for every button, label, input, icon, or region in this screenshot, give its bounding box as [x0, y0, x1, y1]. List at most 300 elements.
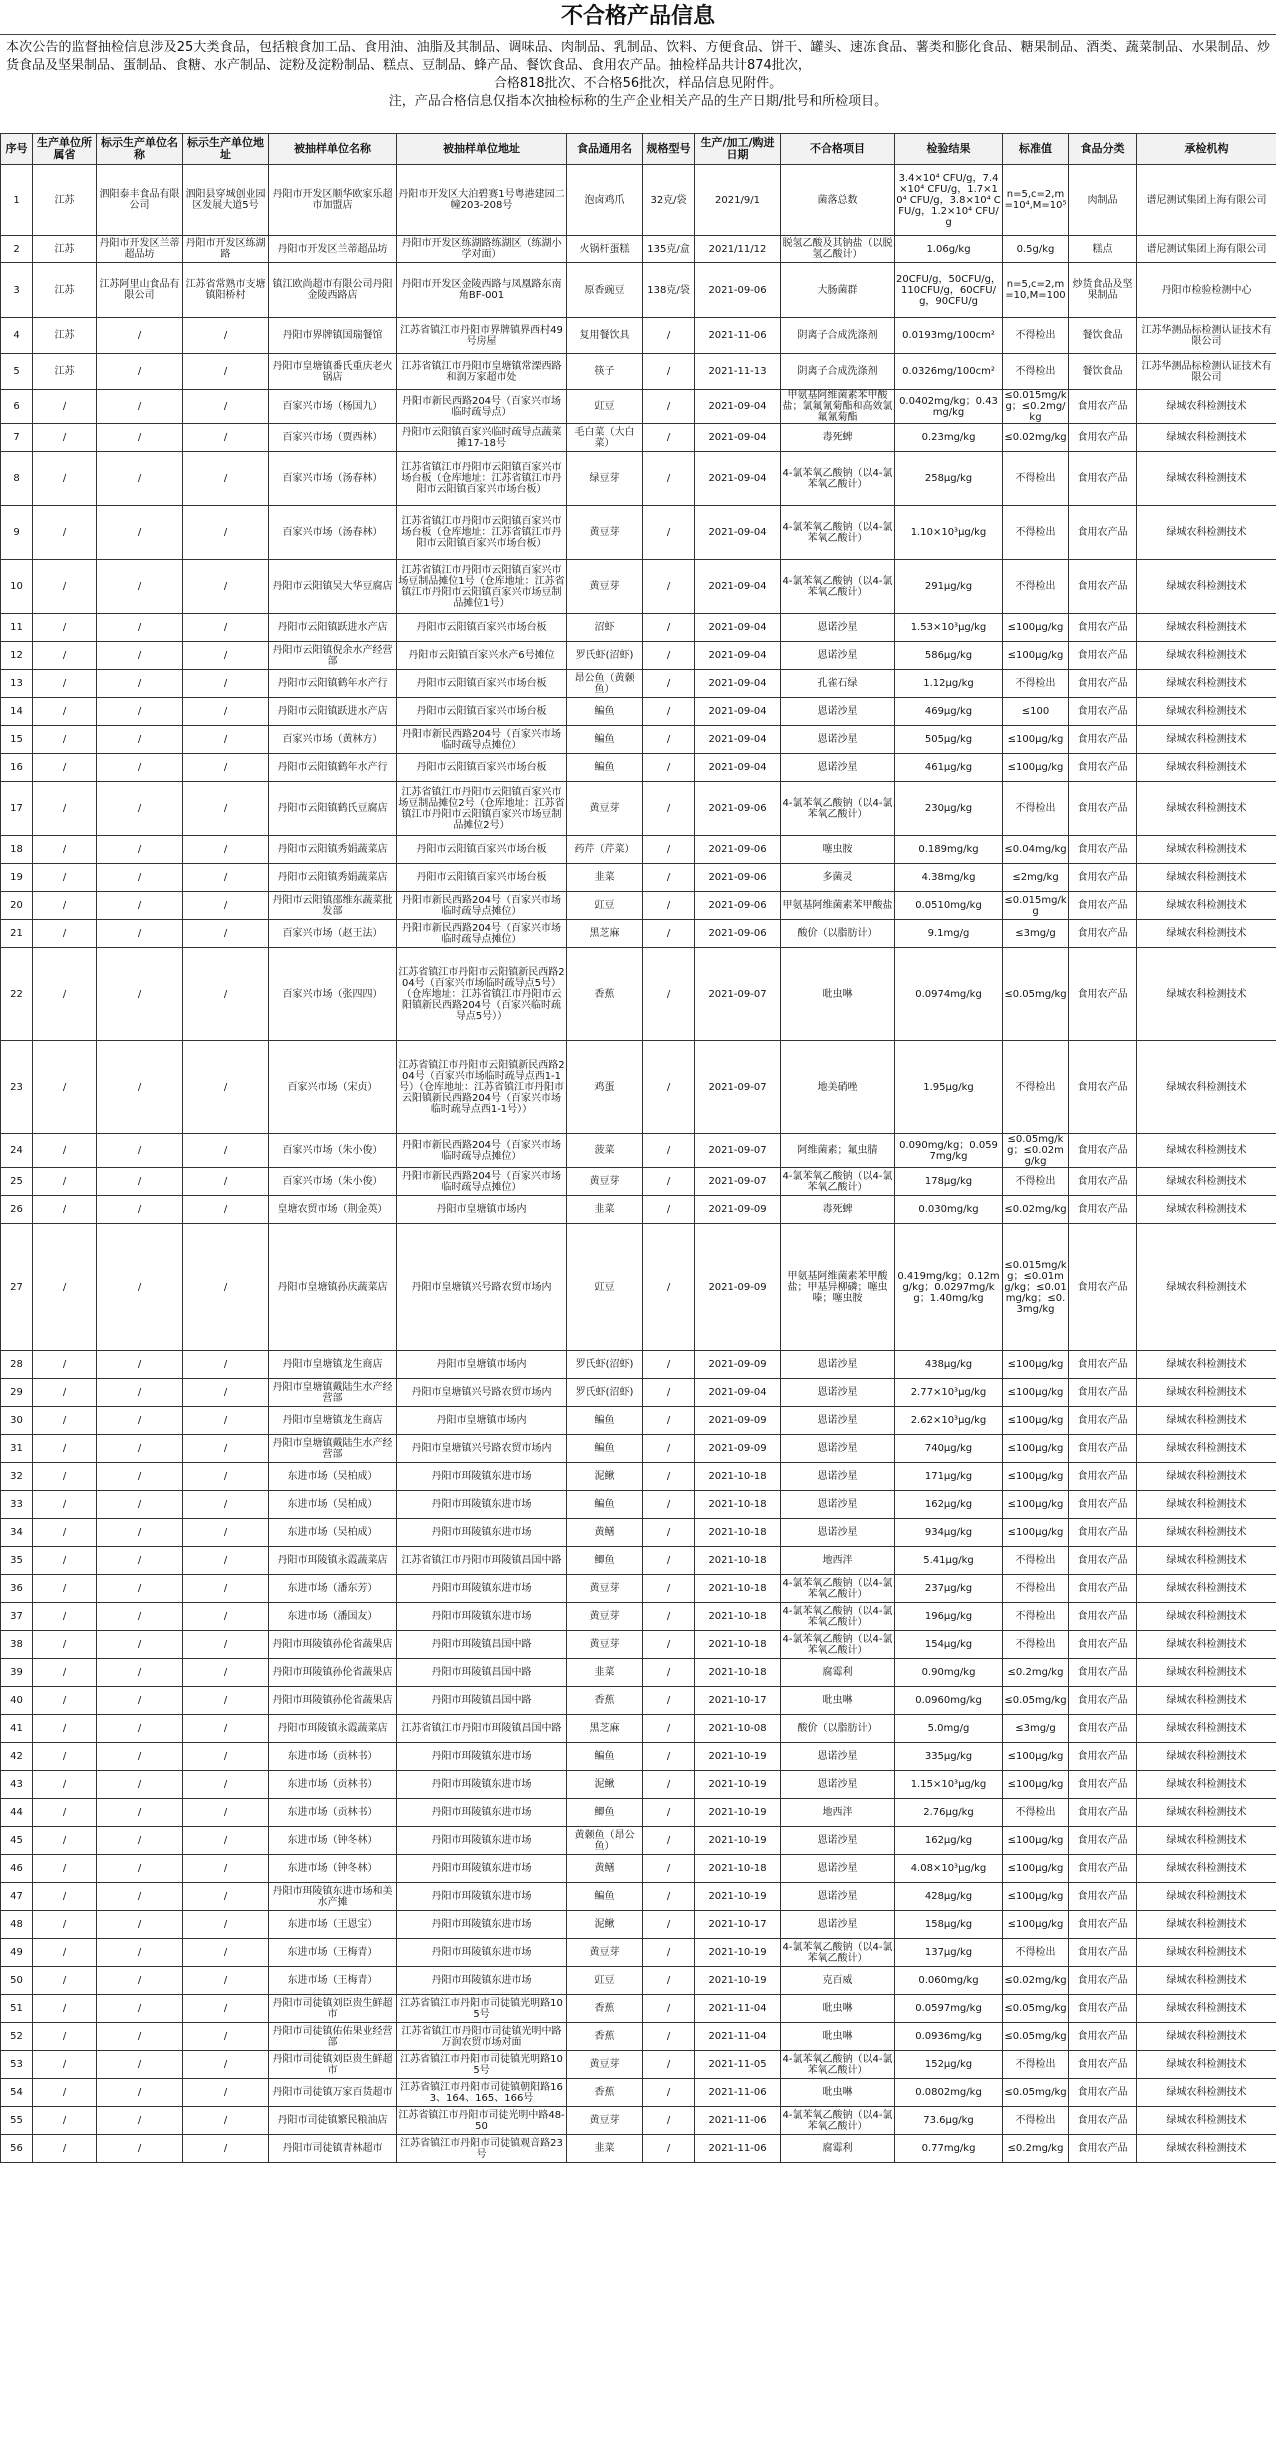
table-cell: 丹阳市珥陵镇东进市场 — [397, 1967, 567, 1995]
table-cell: / — [183, 2107, 269, 2135]
table-row — [1, 1224, 1276, 1351]
table-cell: / — [643, 1827, 695, 1855]
table-row — [1, 948, 1276, 1041]
table-cell: / — [97, 836, 183, 864]
table-cell: 绿城农科检测技术 — [1137, 452, 1276, 506]
table-cell: 2021-09-09 — [695, 1196, 781, 1224]
table-cell: 154μg/kg — [895, 1631, 1003, 1659]
table-cell: / — [97, 2051, 183, 2079]
table-cell: 绿城农科检测技术 — [1137, 892, 1276, 920]
table-cell: / — [183, 1659, 269, 1687]
table-cell: / — [33, 1659, 97, 1687]
table-row — [1, 1687, 1276, 1715]
table-cell: 绿城农科检测技术 — [1137, 1771, 1276, 1799]
table-cell: 12 — [1, 642, 33, 670]
table-cell: 江苏省镇江市丹阳市皇塘镇常溧西路和润万家超市处 — [397, 354, 567, 390]
table-cell: ≤0.015mg/kg — [1003, 892, 1069, 920]
table-cell: 丹阳市珥陵镇东进市场 — [397, 1883, 567, 1911]
table-cell: 丹阳市珥陵镇永霞蔬菜店 — [269, 1547, 397, 1575]
column-header: 标示生产单位地址 — [183, 134, 269, 165]
table-cell: ≤0.04mg/kg — [1003, 836, 1069, 864]
table-cell: 江苏 — [33, 318, 97, 354]
table-cell: / — [183, 670, 269, 698]
table-cell: 韭菜 — [567, 2135, 643, 2163]
table-cell: 食用农产品 — [1069, 782, 1137, 836]
table-cell: 恩诺沙星 — [781, 1463, 895, 1491]
table-cell: 黄豆芽 — [567, 560, 643, 614]
table-cell: / — [33, 1351, 97, 1379]
table-row — [1, 2107, 1276, 2135]
table-cell: / — [33, 1134, 97, 1168]
table-cell: 东进市场（贡林书） — [269, 1799, 397, 1827]
table-cell: 20CFU/g，50CFU/g，110CFU/g，60CFU/g，90CFU/g — [895, 263, 1003, 318]
table-cell: 9 — [1, 506, 33, 560]
table-cell: 食用农产品 — [1069, 698, 1137, 726]
table-cell: / — [97, 920, 183, 948]
table-cell: 2021-11-04 — [695, 1995, 781, 2023]
table-cell: 54 — [1, 2079, 33, 2107]
table-cell: 53 — [1, 2051, 33, 2079]
table-cell: ≤0.05mg/kg — [1003, 1687, 1069, 1715]
table-cell: 绿城农科检测技术 — [1137, 1631, 1276, 1659]
table-cell: 丹阳市珥陵镇永霞蔬菜店 — [269, 1715, 397, 1743]
table-row — [1, 263, 1276, 318]
table-cell: 丹阳市云阳镇百家兴市场台板 — [397, 754, 567, 782]
table-cell: / — [97, 1855, 183, 1883]
table-cell: 31 — [1, 1435, 33, 1463]
table-cell: ≤100μg/kg — [1003, 642, 1069, 670]
table-cell: 不得检出 — [1003, 1631, 1069, 1659]
table-cell: 东进市场（王梅青） — [269, 1967, 397, 1995]
table-row — [1, 1659, 1276, 1687]
table-cell: / — [643, 1435, 695, 1463]
table-cell: 丹阳市司徒镇繁民粮油店 — [269, 2107, 397, 2135]
column-header: 承检机构 — [1137, 134, 1276, 165]
table-cell: 丹阳市云阳镇吴大华豆腐店 — [269, 560, 397, 614]
table-cell: 食用农产品 — [1069, 1491, 1137, 1519]
table-cell: 2021/11/12 — [695, 236, 781, 263]
table-cell: 绿城农科检测技术 — [1137, 560, 1276, 614]
table-cell: 42 — [1, 1743, 33, 1771]
table-cell: 丹阳市云阳镇跃进水产店 — [269, 698, 397, 726]
table-cell: 2021-09-09 — [695, 1435, 781, 1463]
table-cell: 江苏省镇江市丹阳市云阳镇百家兴市场台板（仓库地址：江苏省镇江市丹阳市云阳镇百家兴市场台板） — [397, 506, 567, 560]
table-cell: 香蕉 — [567, 2023, 643, 2051]
table-cell: 绿城农科检测技术 — [1137, 1224, 1276, 1351]
table-cell: / — [643, 1463, 695, 1491]
table-cell: 恩诺沙星 — [781, 1855, 895, 1883]
table-cell: / — [33, 1041, 97, 1134]
table-cell: / — [183, 1379, 269, 1407]
table-cell: / — [97, 1939, 183, 1967]
table-cell: 绿城农科检测技术 — [1137, 1351, 1276, 1379]
table-cell: / — [643, 1687, 695, 1715]
table-cell: 不得检出 — [1003, 1603, 1069, 1631]
table-cell: 东进市场（贡林书） — [269, 1743, 397, 1771]
table-cell: 丹阳市云阳镇鹤氏豆腐店 — [269, 782, 397, 836]
table-cell: 丹阳市珥陵镇孙伦省蔬果店 — [269, 1659, 397, 1687]
table-cell: / — [183, 452, 269, 506]
table-cell: 百家兴市场（贾西林） — [269, 424, 397, 452]
table-cell: 黄鳝 — [567, 1519, 643, 1547]
table-cell: 4-氯苯氧乙酸钠（以4-氯苯氧乙酸计） — [781, 560, 895, 614]
table-cell: / — [643, 1168, 695, 1196]
table-cell: / — [183, 1715, 269, 1743]
table-cell: 230μg/kg — [895, 782, 1003, 836]
table-cell: / — [33, 1224, 97, 1351]
table-cell: 丹阳市司徒镇佑佑果业经营部 — [269, 2023, 397, 2051]
table-cell: 食用农产品 — [1069, 2107, 1137, 2135]
table-cell: / — [643, 1491, 695, 1519]
table-cell: 不得检出 — [1003, 1041, 1069, 1134]
table-row — [1, 2079, 1276, 2107]
table-cell: 食用农产品 — [1069, 2135, 1137, 2163]
table-cell: 罗氏虾(沼虾) — [567, 1351, 643, 1379]
table-cell: 23 — [1, 1041, 33, 1134]
table-cell: 335μg/kg — [895, 1743, 1003, 1771]
table-cell: 158μg/kg — [895, 1911, 1003, 1939]
table-cell: 丹阳市珥陵镇东进市场 — [397, 1911, 567, 1939]
table-cell: 食用农产品 — [1069, 1715, 1137, 1743]
table-cell: 绿城农科检测技术 — [1137, 1547, 1276, 1575]
table-cell: ≤100μg/kg — [1003, 1435, 1069, 1463]
table-cell: 丹阳市开发区练湖路练湖区（练湖小学对面） — [397, 236, 567, 263]
table-cell: ≤100 — [1003, 698, 1069, 726]
table-cell: 4.38mg/kg — [895, 864, 1003, 892]
table-row — [1, 782, 1276, 836]
table-cell: 食用农产品 — [1069, 2051, 1137, 2079]
table-cell: ≤100μg/kg — [1003, 1883, 1069, 1911]
table-cell: / — [183, 1491, 269, 1519]
table-cell: 丹阳市云阳镇百家兴市场台板 — [397, 864, 567, 892]
table-cell: 东进市场（钟冬林） — [269, 1827, 397, 1855]
table-cell: 绿豆芽 — [567, 452, 643, 506]
table-cell: 2021-10-17 — [695, 1687, 781, 1715]
table-cell: 食用农产品 — [1069, 892, 1137, 920]
table-cell: / — [183, 318, 269, 354]
table-cell: 鳊鱼 — [567, 1435, 643, 1463]
table-cell: / — [183, 354, 269, 390]
table-cell: ≤0.015mg/kg；≤0.01mg/kg；≤0.01mg/kg；≤0.3mg/kg — [1003, 1224, 1069, 1351]
table-cell: 2021-09-07 — [695, 1168, 781, 1196]
table-cell: / — [643, 670, 695, 698]
table-cell: / — [183, 390, 269, 424]
table-cell: 34 — [1, 1519, 33, 1547]
table-cell: ≤3mg/g — [1003, 920, 1069, 948]
table-cell: 黄豆芽 — [567, 2051, 643, 2079]
table-cell: 肉制品 — [1069, 165, 1137, 236]
table-cell: ≤100μg/kg — [1003, 614, 1069, 642]
table-cell: 食用农产品 — [1069, 1995, 1137, 2023]
table-cell: / — [643, 892, 695, 920]
table-cell: 32克/袋 — [643, 165, 695, 236]
table-cell: / — [183, 754, 269, 782]
table-row — [1, 642, 1276, 670]
table-cell: / — [183, 1407, 269, 1435]
table-cell: 炒货食品及坚果制品 — [1069, 263, 1137, 318]
table-cell: / — [643, 1967, 695, 1995]
table-cell: / — [643, 1379, 695, 1407]
table-cell: / — [643, 2051, 695, 2079]
table-cell: 毛白菜（大白菜） — [567, 424, 643, 452]
table-cell: 2021-10-18 — [695, 1575, 781, 1603]
table-cell: / — [97, 390, 183, 424]
column-header: 检验结果 — [895, 134, 1003, 165]
table-cell: n=5,c=2,m=10,M=100 — [1003, 263, 1069, 318]
table-cell: 东进市场（钟冬林） — [269, 1855, 397, 1883]
table-cell: 江苏 — [33, 165, 97, 236]
table-cell: 吡虫啉 — [781, 2023, 895, 2051]
table-cell: 绿城农科检测技术 — [1137, 1715, 1276, 1743]
table-cell: / — [97, 1743, 183, 1771]
table-cell: / — [183, 2051, 269, 2079]
table-cell: 韭菜 — [567, 864, 643, 892]
table-row — [1, 892, 1276, 920]
table-cell: / — [97, 782, 183, 836]
table-cell: / — [33, 560, 97, 614]
table-cell: / — [643, 754, 695, 782]
table-cell: 黄豆芽 — [567, 1631, 643, 1659]
table-cell: 2 — [1, 236, 33, 263]
table-cell: 丹阳市新民西路204号（百家兴市场临时疏导点摊位） — [397, 726, 567, 754]
table-cell: / — [97, 560, 183, 614]
table-cell: 食用农产品 — [1069, 1743, 1137, 1771]
table-cell: / — [643, 1603, 695, 1631]
table-cell: 黄豆芽 — [567, 782, 643, 836]
table-cell: / — [643, 1939, 695, 1967]
table-row — [1, 1041, 1276, 1134]
table-cell: 丹阳市珥陵镇东进市场 — [397, 1603, 567, 1631]
table-row — [1, 1435, 1276, 1463]
table-cell: 药芹（芹菜） — [567, 836, 643, 864]
table-cell: / — [33, 782, 97, 836]
table-cell: / — [183, 1575, 269, 1603]
table-cell: 20 — [1, 892, 33, 920]
table-row — [1, 1939, 1276, 1967]
table-cell: / — [33, 2023, 97, 2051]
table-cell: 食用农产品 — [1069, 1547, 1137, 1575]
table-cell: 丹阳市珥陵镇东进市场 — [397, 1463, 567, 1491]
table-cell: 食用农产品 — [1069, 1827, 1137, 1855]
table-cell: / — [183, 948, 269, 1041]
table-cell: 甲氨基阿维菌素苯甲酸盐 — [781, 892, 895, 920]
table-cell: 22 — [1, 948, 33, 1041]
table-cell: 2021-10-18 — [695, 1631, 781, 1659]
table-cell: 阿维菌素；氟虫腈 — [781, 1134, 895, 1168]
table-cell: ≤100μg/kg — [1003, 726, 1069, 754]
table-cell: / — [183, 2079, 269, 2107]
table-cell: / — [183, 1799, 269, 1827]
table-cell: 1.06g/kg — [895, 236, 1003, 263]
table-cell: 2021-09-06 — [695, 864, 781, 892]
table-cell: 不得检出 — [1003, 318, 1069, 354]
table-cell: / — [183, 1855, 269, 1883]
table-cell: / — [33, 1196, 97, 1224]
table-cell: 丹阳市新民西路204号（百家兴市场临时疏导点） — [397, 390, 567, 424]
table-cell: 食用农产品 — [1069, 836, 1137, 864]
table-cell: 4-氯苯氧乙酸钠（以4-氯苯氧乙酸计） — [781, 1939, 895, 1967]
table-cell: 2021-09-06 — [695, 920, 781, 948]
table-cell: 丹阳市皇塘镇龙生商店 — [269, 1351, 397, 1379]
table-cell: / — [97, 1827, 183, 1855]
table-cell: ≤100μg/kg — [1003, 1351, 1069, 1379]
table-cell: ≤0.2mg/kg — [1003, 1659, 1069, 1687]
table-cell: / — [643, 390, 695, 424]
table-cell: / — [643, 1351, 695, 1379]
table-cell: 0.060mg/kg — [895, 1967, 1003, 1995]
table-cell: 428μg/kg — [895, 1883, 1003, 1911]
table-cell: / — [183, 726, 269, 754]
table-cell: / — [97, 1519, 183, 1547]
table-cell: ≤0.05mg/kg — [1003, 1995, 1069, 2023]
table-cell: 37 — [1, 1603, 33, 1631]
table-cell: / — [643, 506, 695, 560]
table-cell: 不得检出 — [1003, 1168, 1069, 1196]
table-cell: 934μg/kg — [895, 1519, 1003, 1547]
table-cell: 酸价（以脂肪计） — [781, 1715, 895, 1743]
table-cell: 百家兴市场（汤春林） — [269, 506, 397, 560]
table-cell: 52 — [1, 2023, 33, 2051]
table-cell: / — [33, 670, 97, 698]
table-cell: 丹阳市云阳镇百家兴市场台板 — [397, 670, 567, 698]
table-cell: / — [183, 506, 269, 560]
table-cell: 丹阳市司徒镇刘臣贵生鲜超市 — [269, 2051, 397, 2079]
table-cell: 丹阳市云阳镇跃进水产店 — [269, 614, 397, 642]
table-cell: / — [33, 1631, 97, 1659]
table-cell: 豇豆 — [567, 892, 643, 920]
table-cell: 食用农产品 — [1069, 1603, 1137, 1631]
table-cell: 2.76μg/kg — [895, 1799, 1003, 1827]
table-cell: 食用农产品 — [1069, 1967, 1137, 1995]
announcement-intro — [0, 35, 1276, 111]
table-row — [1, 1743, 1276, 1771]
table-cell: n=5,c=2,m=10⁴,M=10⁵ — [1003, 165, 1069, 236]
table-cell: 绿城农科检测技术 — [1137, 1967, 1276, 1995]
table-cell: 恩诺沙星 — [781, 1911, 895, 1939]
table-cell: / — [643, 424, 695, 452]
table-row — [1, 354, 1276, 390]
table-cell: 2021-09-04 — [695, 424, 781, 452]
table-cell: / — [643, 1575, 695, 1603]
table-cell: ≤0.02mg/kg — [1003, 1967, 1069, 1995]
column-header: 标准值 — [1003, 134, 1069, 165]
table-cell: 恩诺沙星 — [781, 1771, 895, 1799]
table-cell: 丹阳市皇塘镇兴号路农贸市场内 — [397, 1224, 567, 1351]
table-row — [1, 236, 1276, 263]
table-cell: 2021-10-18 — [695, 1855, 781, 1883]
table-cell: 食用农产品 — [1069, 1435, 1137, 1463]
table-cell: 绿城农科检测技术 — [1137, 1379, 1276, 1407]
table-cell: 丹阳市新民西路204号（百家兴市场临时疏导点摊位） — [397, 1134, 567, 1168]
table-row — [1, 836, 1276, 864]
table-cell: 恩诺沙星 — [781, 642, 895, 670]
table-cell: 泗阳泰丰食品有限公司 — [97, 165, 183, 236]
table-cell: 黄豆芽 — [567, 506, 643, 560]
table-cell: / — [33, 1799, 97, 1827]
table-cell: 438μg/kg — [895, 1351, 1003, 1379]
table-cell: / — [97, 506, 183, 560]
table-row — [1, 1491, 1276, 1519]
table-cell: 食用农产品 — [1069, 1519, 1137, 1547]
table-row — [1, 1631, 1276, 1659]
table-cell: 食用农产品 — [1069, 1041, 1137, 1134]
table-cell: 2021-09-04 — [695, 1379, 781, 1407]
table-cell: 黄豆芽 — [567, 1168, 643, 1196]
table-cell: 2021-10-18 — [695, 1463, 781, 1491]
table-cell: / — [33, 836, 97, 864]
column-header: 生产/加工/购进日期 — [695, 134, 781, 165]
table-cell: 食用农产品 — [1069, 1351, 1137, 1379]
table-cell: / — [97, 864, 183, 892]
table-cell: 大肠菌群 — [781, 263, 895, 318]
table-cell: 丹阳市云阳镇百家兴市场台板 — [397, 836, 567, 864]
table-cell: 香蕉 — [567, 1687, 643, 1715]
table-row — [1, 452, 1276, 506]
table-cell: 丹阳市云阳镇秀娟蔬菜店 — [269, 864, 397, 892]
table-row — [1, 1134, 1276, 1168]
table-cell: / — [33, 1168, 97, 1196]
table-cell: 鳊鱼 — [567, 754, 643, 782]
table-cell: 噻虫胺 — [781, 836, 895, 864]
table-cell: 食用农产品 — [1069, 560, 1137, 614]
table-cell: 2021-11-04 — [695, 2023, 781, 2051]
table-cell: 30 — [1, 1407, 33, 1435]
table-row — [1, 1995, 1276, 2023]
table-cell: / — [97, 1435, 183, 1463]
table-cell: 镇江欧尚超市有限公司丹阳金陵西路店 — [269, 263, 397, 318]
table-cell: 2021-10-18 — [695, 1491, 781, 1519]
table-cell: 食用农产品 — [1069, 726, 1137, 754]
table-cell: 江苏省镇江市丹阳市珥陵镇昌国中路 — [397, 1715, 567, 1743]
table-cell: 19 — [1, 864, 33, 892]
table-cell: 腐霉利 — [781, 2135, 895, 2163]
table-cell: 江苏阿里山食品有限公司 — [97, 263, 183, 318]
table-cell: / — [643, 1715, 695, 1743]
table-cell: 江苏省镇江市丹阳市云阳镇百家兴市场豆制品摊位2号（仓库地址：江苏省镇江市丹阳市云阳镇百家兴市场豆制品摊位2号） — [397, 782, 567, 836]
table-cell: 百家兴市场（杨国九） — [269, 390, 397, 424]
table-cell: 复用餐饮具 — [567, 318, 643, 354]
table-cell: 2021-09-04 — [695, 614, 781, 642]
table-row — [1, 1771, 1276, 1799]
table-cell: 丹阳市珥陵镇东进市场 — [397, 1799, 567, 1827]
table-cell: 丹阳市云阳镇秀娟蔬菜店 — [269, 836, 397, 864]
table-cell: 丹阳市云阳镇倪余水产经营部 — [269, 642, 397, 670]
table-cell: / — [33, 452, 97, 506]
table-cell: 41 — [1, 1715, 33, 1743]
table-cell: 2021-09-04 — [695, 754, 781, 782]
table-cell: / — [643, 1547, 695, 1575]
table-cell: / — [643, 560, 695, 614]
table-cell: 丹阳市皇塘镇孙庆蔬菜店 — [269, 1224, 397, 1351]
table-cell: 18 — [1, 836, 33, 864]
table-cell: 丹阳市云阳镇邵维东蔬菜批发部 — [269, 892, 397, 920]
table-cell: 吡虫啉 — [781, 948, 895, 1041]
table-cell: / — [33, 2107, 97, 2135]
table-cell: 食用农产品 — [1069, 1659, 1137, 1687]
table-cell: 谱尼测试集团上海有限公司 — [1137, 236, 1276, 263]
table-cell: 毒死蜱 — [781, 1196, 895, 1224]
table-cell: 4-氯苯氧乙酸钠（以4-氯苯氧乙酸计） — [781, 452, 895, 506]
table-cell: 461μg/kg — [895, 754, 1003, 782]
table-cell: 0.77mg/kg — [895, 2135, 1003, 2163]
table-cell: 32 — [1, 1463, 33, 1491]
table-cell: 食用农产品 — [1069, 1463, 1137, 1491]
table-cell: 绿城农科检测技术 — [1137, 1799, 1276, 1827]
table-cell: 绿城农科检测技术 — [1137, 920, 1276, 948]
table-cell: 505μg/kg — [895, 726, 1003, 754]
table-cell: 丹阳市云阳镇百家兴临时疏导点蔬菜摊17-18号 — [397, 424, 567, 452]
table-cell: 2021-09-04 — [695, 642, 781, 670]
